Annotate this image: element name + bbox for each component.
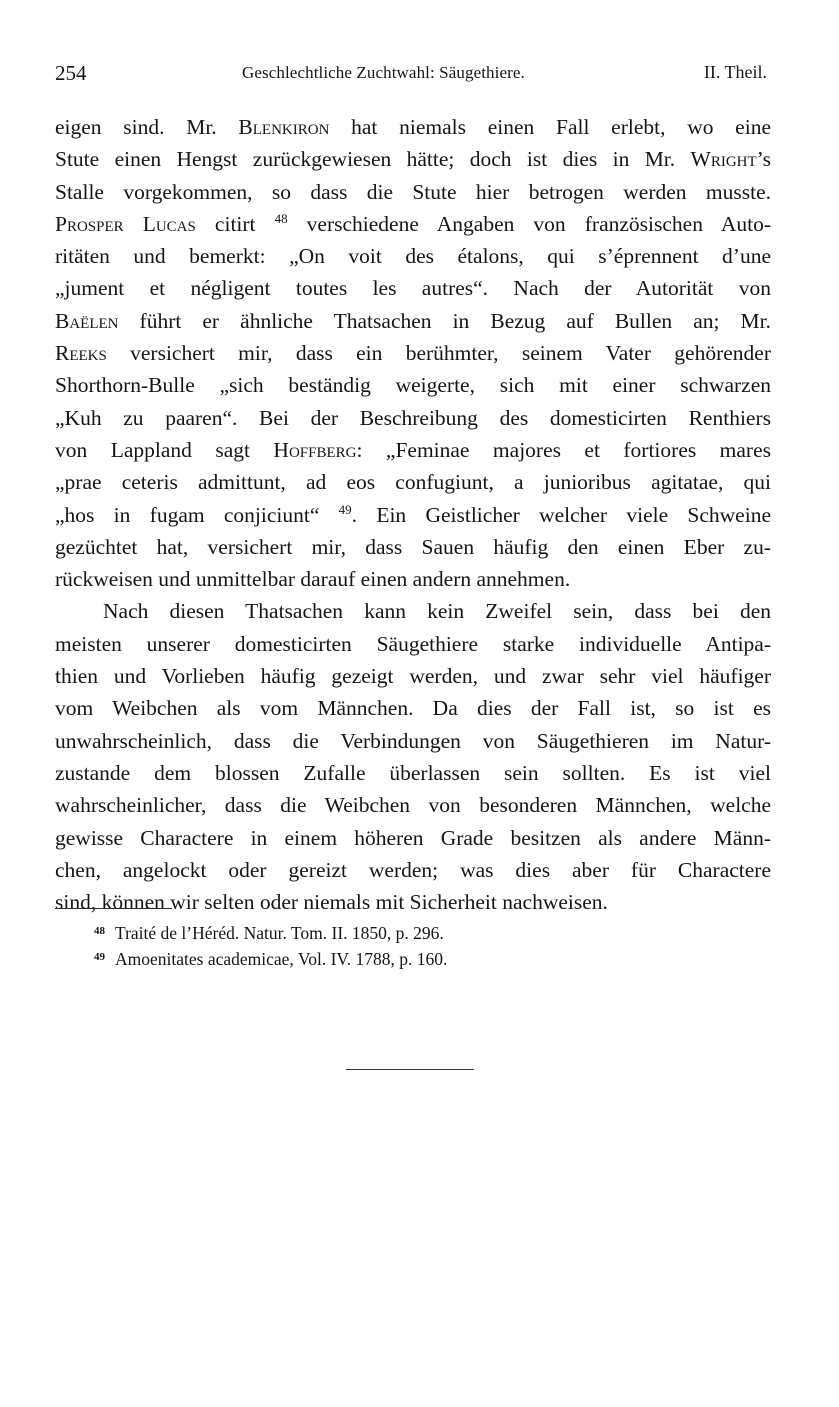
author-name: Prosper Lucas [55,211,196,236]
author-name: Wright [690,147,757,172]
text-run: „hos in fugam conjiciunt“ [55,502,339,527]
part-label: II. Theil. [703,62,767,82]
text-run: versichert mir, dass ein berühmter, seinem Vater gehörender [106,341,771,366]
text-run: verschiedene Angaben von französischen Auto- [287,211,771,236]
text-line [55,305,771,337]
footnote-divider [55,908,172,909]
text-line: sind, können wir selten oder niemals mit Sicherheit nachweisen. [55,890,608,915]
text-line [55,143,771,175]
text-line: unwahrscheinlich, dass die Verbindungen von Säugethieren im Natur- [55,728,771,753]
body-text [55,111,771,918]
text-run: von Lappland sagt [55,437,274,462]
text-run: hat niemals einen Fall erlebt, wo eine [329,115,771,139]
text-run: ’s [756,147,771,172]
author-name: Baëlen [55,308,119,333]
text-line [55,111,771,143]
footnote-ref[interactable]: 49 [338,501,352,517]
footnote-text: Traité de l’Héréd. Natur. Tom. II. 1850, p. 296. [115,923,444,943]
text-line [55,499,771,531]
text-run: führt er ähnliche Thatsachen in Bezug auf Bullen an; Mr. [118,308,771,333]
text-run: : „Feminae majores et fortiores mares [356,437,772,462]
text-line [55,208,771,240]
author-name: Blenkiron [238,115,330,139]
text-line: Stalle vorgekommen, so dass die Stute hier betrogen werden musste. [55,179,771,204]
text-line: „jument et négligent toutes les autres“. Nach der Autorität von [55,276,771,301]
text-run: citirt [195,211,275,236]
text-line [55,434,771,466]
text-run: eigen sind. Mr. [55,115,239,139]
footnote-ref[interactable]: 48 [274,210,288,226]
text-run: Stute einen Hengst zurückgewiesen hätte; doch ist dies in Mr. [55,147,691,172]
text-line: Shorthorn-Bulle „sich beständig weigerte, sich mit einer schwarzen [55,373,771,398]
section-end-divider [346,1069,474,1070]
text-line [55,337,771,369]
text-line: rückweisen und unmittelbar darauf einen andern annehmen. [55,567,571,592]
footnote-text: Amoenitates academicae, Vol. IV. 1788, p. 160. [115,949,448,969]
text-line: gewisse Charactere in einem höheren Grade besitzen als andere Männ- [55,825,771,850]
footnote-item [94,919,447,945]
text-run: . Ein Geistlicher welcher viele Schweine [351,502,771,527]
text-line: zustande dem blossen Zufalle überlassen sein sollten. Es ist viel [55,760,771,785]
text-line: thien und Vorlieben häufig gezeigt werden, und zwar sehr viel häufiger [55,664,771,689]
footnote-item [94,945,447,971]
text-line: chen, angelockt oder gereizt werden; was dies aber für Charactere [55,857,771,882]
text-line: „prae ceteris admittunt, ad eos confugiunt, a junioribus agitatae, qui [55,470,771,495]
text-line: Nach diesen Thatsachen kann kein Zweifel sein, dass bei den [103,599,771,624]
running-head [55,61,767,85]
text-line: vom Weibchen als vom Männchen. Da dies der Fall ist, so ist es [55,696,771,721]
text-line: ritäten und bemerkt: „On voit des étalons, qui s’éprennent d’une [55,244,771,269]
text-line: gezüchtet hat, versichert mir, dass Sauen häufig den einen Eber zu- [55,534,771,559]
footnotes [94,919,447,971]
footnote-number: 49 [94,951,105,963]
footnote-number: 48 [94,925,105,937]
text-line: „Kuh zu paaren“. Bei der Beschreibung des domesticirten Renthiers [55,405,771,430]
author-name: Hoffberg [273,437,357,462]
running-title: Geschlechtliche Zuchtwahl: Säugethiere. [242,63,525,82]
text-line: wahrscheinlicher, dass die Weibchen von besonderen Männchen, welche [55,793,771,818]
text-line: meisten unserer domesticirten Säugethiere starke individuelle Antipa- [55,631,771,656]
page-number: 254 [55,61,87,85]
author-name: Reeks [55,341,107,366]
